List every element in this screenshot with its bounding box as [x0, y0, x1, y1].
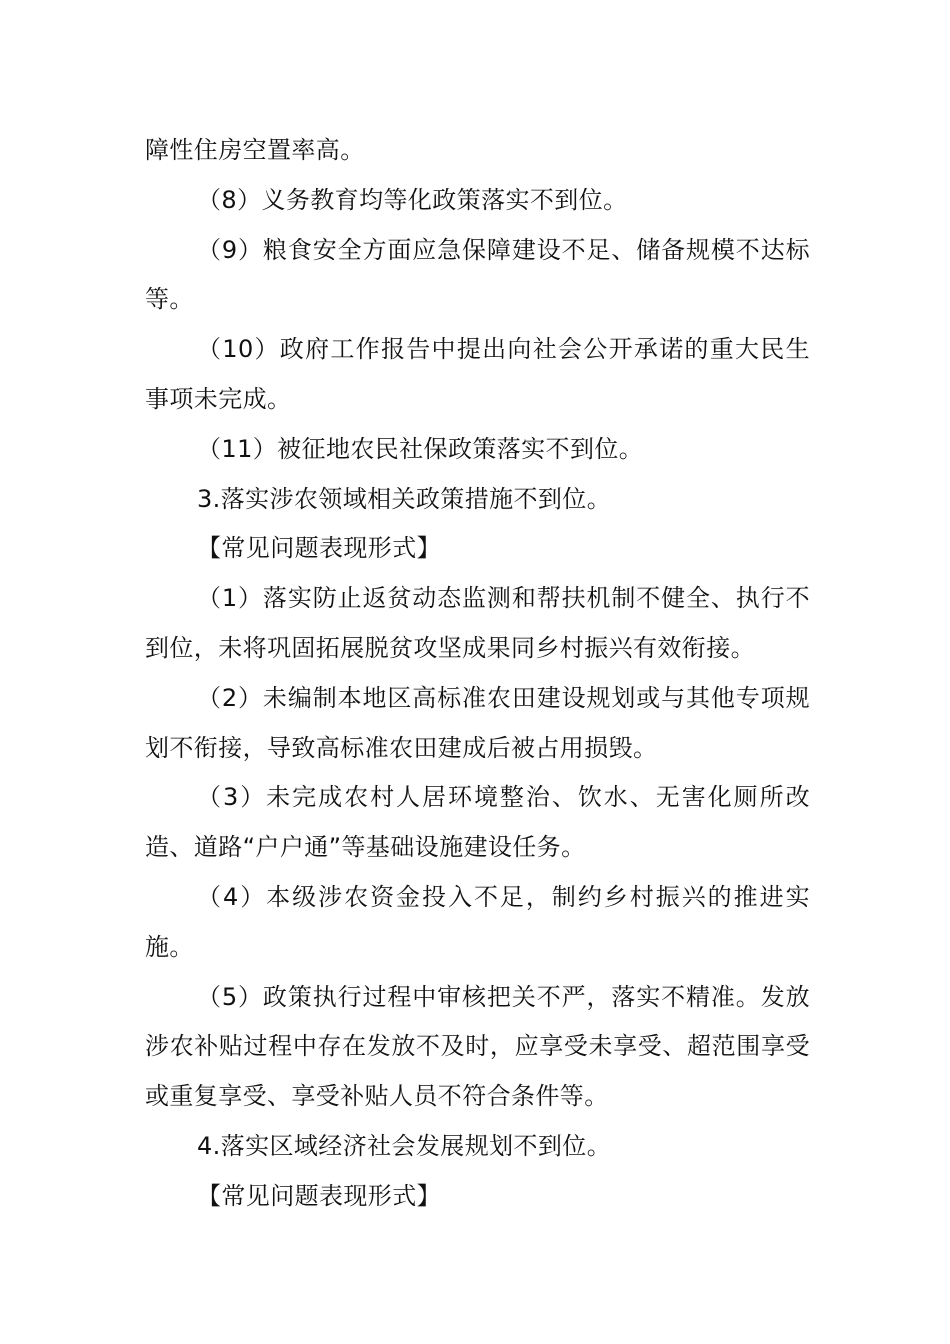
paragraph-item-4: （4）本级涉农资金投入不足，制约乡村振兴的推进实施。 — [145, 882, 810, 961]
section-heading-3: 3.落实涉农领域相关政策措施不到位。 — [197, 484, 612, 513]
paragraph-continuation: 障性住房空置率高。 — [145, 136, 365, 164]
paragraph-item-1: （1）落实防止返贫动态监测和帮扶机制不健全、执行不到位，未将巩固拓展脱贫攻坚成果同乡村振兴有效衔接。 — [145, 584, 810, 662]
paragraph-item-10: （10）政府工作报告中提出向社会公开承诺的重大民生事项未完成。 — [145, 335, 810, 413]
paragraph-item-5: （5）政策执行过程中审核把关不严，落实不精准。发放涉农补贴过程中存在发放不及时，应享受未享受、超范围享受或重复享受、享受补贴人员不符合条件等。 — [145, 982, 810, 1111]
section-heading-4: 4.落实区域经济社会发展规划不到位。 — [197, 1131, 612, 1160]
document-body — [145, 126, 810, 1222]
subheading-common-issues: 【常见问题表现形式】 — [197, 534, 441, 563]
paragraph-item-8: （8）义务教育均等化政策落实不到位。 — [197, 185, 628, 214]
paragraph-item-11: （11）被征地农民社保政策落实不到位。 — [197, 434, 644, 463]
subheading-common-issues-2: 【常见问题表现形式】 — [197, 1181, 441, 1210]
paragraph-item-9: （9）粮食安全方面应急保障建设不足、储备规模不达标等。 — [145, 235, 810, 314]
paragraph-item-3: （3）未完成农村人居环境整治、饮水、无害化厕所改造、道路“户户通”等基础设施建设任务。 — [145, 783, 810, 862]
paragraph-item-2: （2）未编制本地区高标准农田建设规划或与其他专项规划不衔接，导致高标准农田建成后被占用损毁。 — [145, 683, 810, 762]
